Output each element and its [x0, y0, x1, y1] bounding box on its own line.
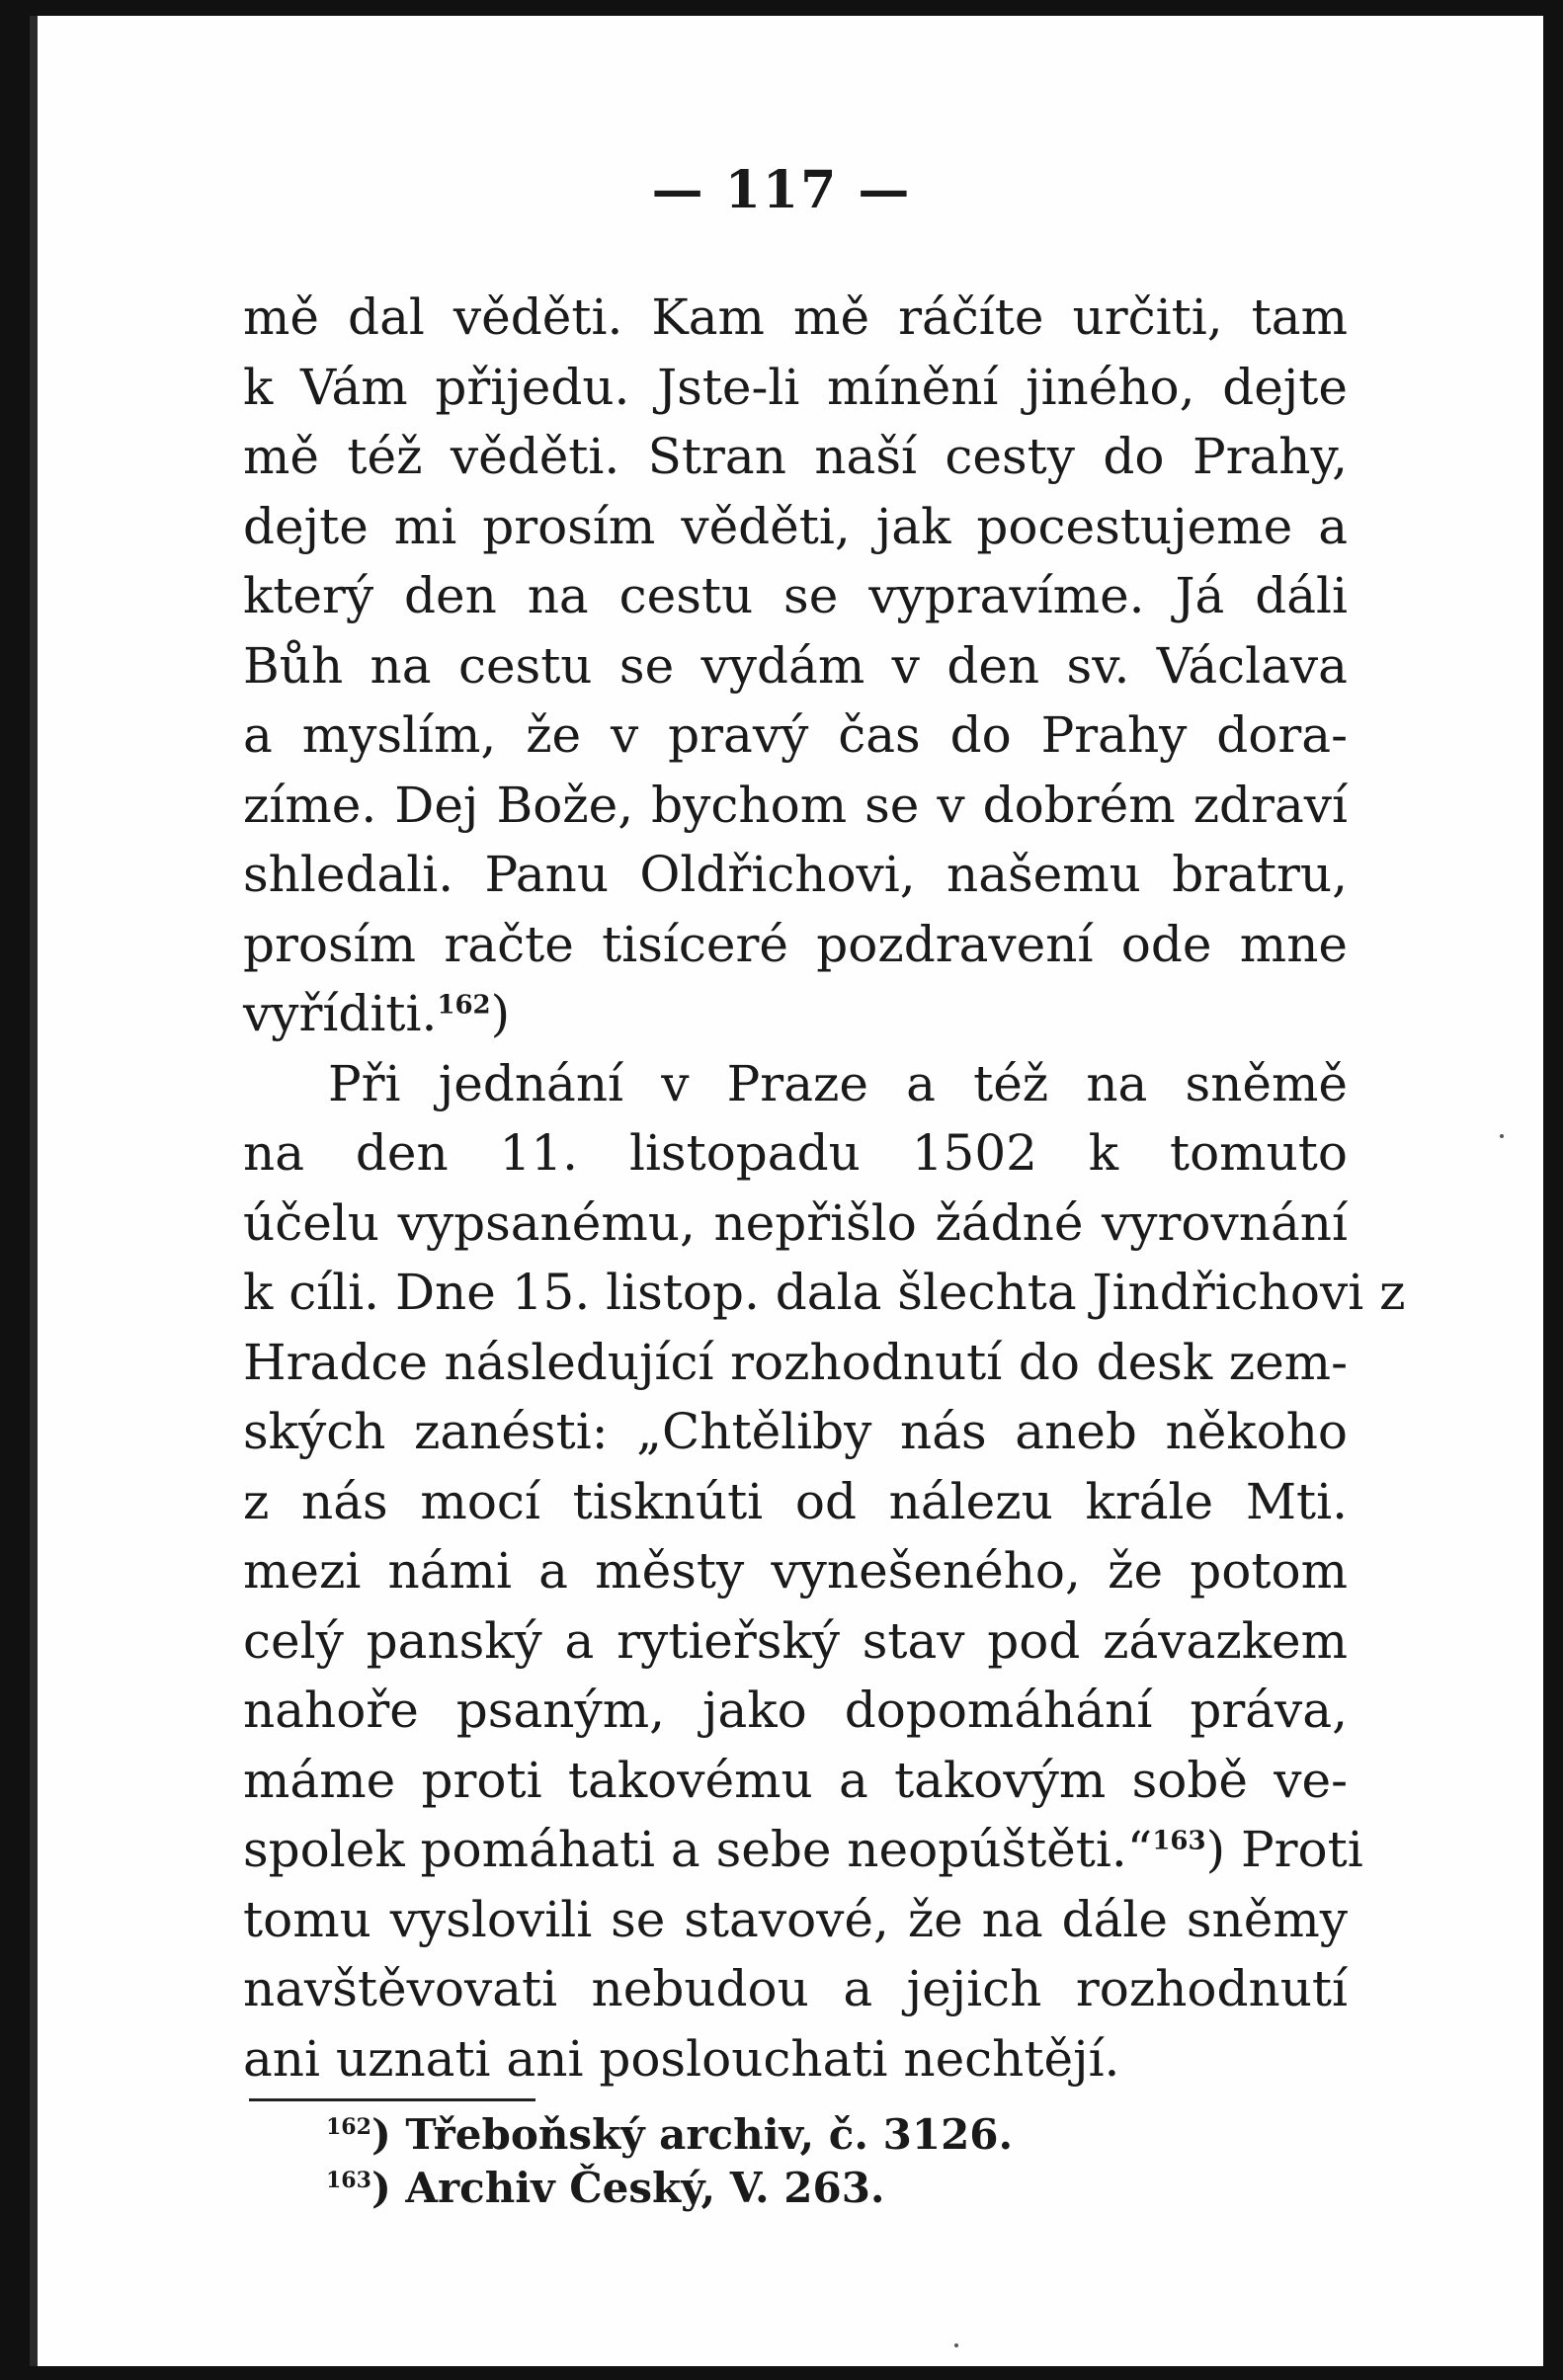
- footnote-separator: [249, 2098, 535, 2101]
- text-line: který den na cestu se vypravíme. Já dáli: [243, 567, 1348, 624]
- text-line: nahoře psaným, jako dopomáhání práva,: [243, 1682, 1348, 1739]
- text-line: dejte mi prosím věděti, jak pocestujeme a: [243, 497, 1348, 555]
- text-line: mezi námi a městy vynešeného, že potom: [243, 1542, 1348, 1600]
- text-line: mě též věděti. Stran naší cesty do Prahy,: [243, 428, 1348, 485]
- scan-border-top: [0, 0, 1563, 16]
- footnote-ref-163: 163: [1152, 1826, 1206, 1856]
- text-fragment: vyříditi.: [243, 985, 438, 1042]
- text-line: ských zanésti: „Chtěliby nás aneb někoho: [243, 1403, 1348, 1460]
- text-line-with-footnote-ref: [243, 1815, 1363, 1885]
- text-line: tomu vyslovili se stavové, že na dále sněmy: [243, 1890, 1348, 1948]
- text-line: ani uznati ani poslouchati nechtějí.: [243, 2029, 1120, 2088]
- text-line-paragraph-start: Při jednání v Praze a též na sněmě: [328, 1054, 1348, 1112]
- text-line: máme proti takovému a takovým sobě ve-: [243, 1751, 1348, 1809]
- text-line: navštěvovati nebudou a jejich rozhodnutí: [243, 1960, 1348, 2017]
- text-line: na den 11. listopadu 1502 k tomuto: [243, 1124, 1348, 1182]
- text-line-with-footnote-ref: [243, 979, 1348, 1049]
- body-text: [243, 283, 1406, 2093]
- text-line: k cíli. Dne 15. listop. dala šlechta Jindřichovi z: [243, 1264, 1406, 1321]
- text-line: shledali. Panu Oldřichovi, našemu bratru,: [243, 846, 1348, 903]
- footnote-text: ) Archiv Český, V. 263.: [370, 2164, 885, 2212]
- scan-speck: [1500, 1134, 1504, 1138]
- text-line: z nás mocí tisknúti od nálezu krále Mti.: [243, 1472, 1348, 1530]
- footnote-mark: 163: [326, 2168, 371, 2193]
- text-line: zíme. Dej Bože, bychom se v dobrém zdraví: [243, 776, 1348, 834]
- scan-border-right: [1543, 0, 1563, 2380]
- text-line: Bůh na cestu se vydám v den sv. Václava: [243, 636, 1348, 695]
- text-fragment: spolek pomáhati a sebe neopúštěti.“: [243, 1821, 1153, 1878]
- scan-speck: [954, 2343, 958, 2347]
- scan-border-bottom: [0, 2366, 1563, 2380]
- text-line: účelu vypsanému, nepřišlo žádné vyrovnání: [243, 1193, 1348, 1252]
- page-number: — 117 —: [651, 160, 912, 220]
- scan-border-left: [0, 0, 30, 2380]
- scan-border-left-shadow: [30, 16, 38, 2380]
- footnote-text: ) Třeboňský archiv, č. 3126.: [370, 2110, 1014, 2159]
- text-line: a myslím, že v pravý čas do Prahy dora-: [243, 706, 1348, 764]
- text-line: prosím račte tisíceré pozdravení ode mne: [243, 915, 1348, 973]
- footnote-ref-paren: ): [490, 985, 511, 1042]
- footnote-162: [326, 2108, 1013, 2162]
- text-line: celý panský a rytieřský stav pod závazkem: [243, 1611, 1348, 1670]
- text-fragment: Proti: [1241, 1821, 1363, 1878]
- footnote-163: [326, 2162, 1013, 2215]
- text-line: Hradce následující rozhodnutí do desk zem-: [243, 1333, 1348, 1391]
- footnote-mark: 162: [326, 2114, 371, 2140]
- text-line: mě dal věděti. Kam mě ráčíte určiti, tam: [243, 288, 1348, 346]
- footnote-ref-162: 162: [437, 990, 491, 1021]
- footnotes: [326, 2108, 1013, 2215]
- footnote-ref-paren: ): [1205, 1821, 1226, 1878]
- text-line: k Vám přijedu. Jste-li mínění jiného, dejte: [243, 358, 1348, 416]
